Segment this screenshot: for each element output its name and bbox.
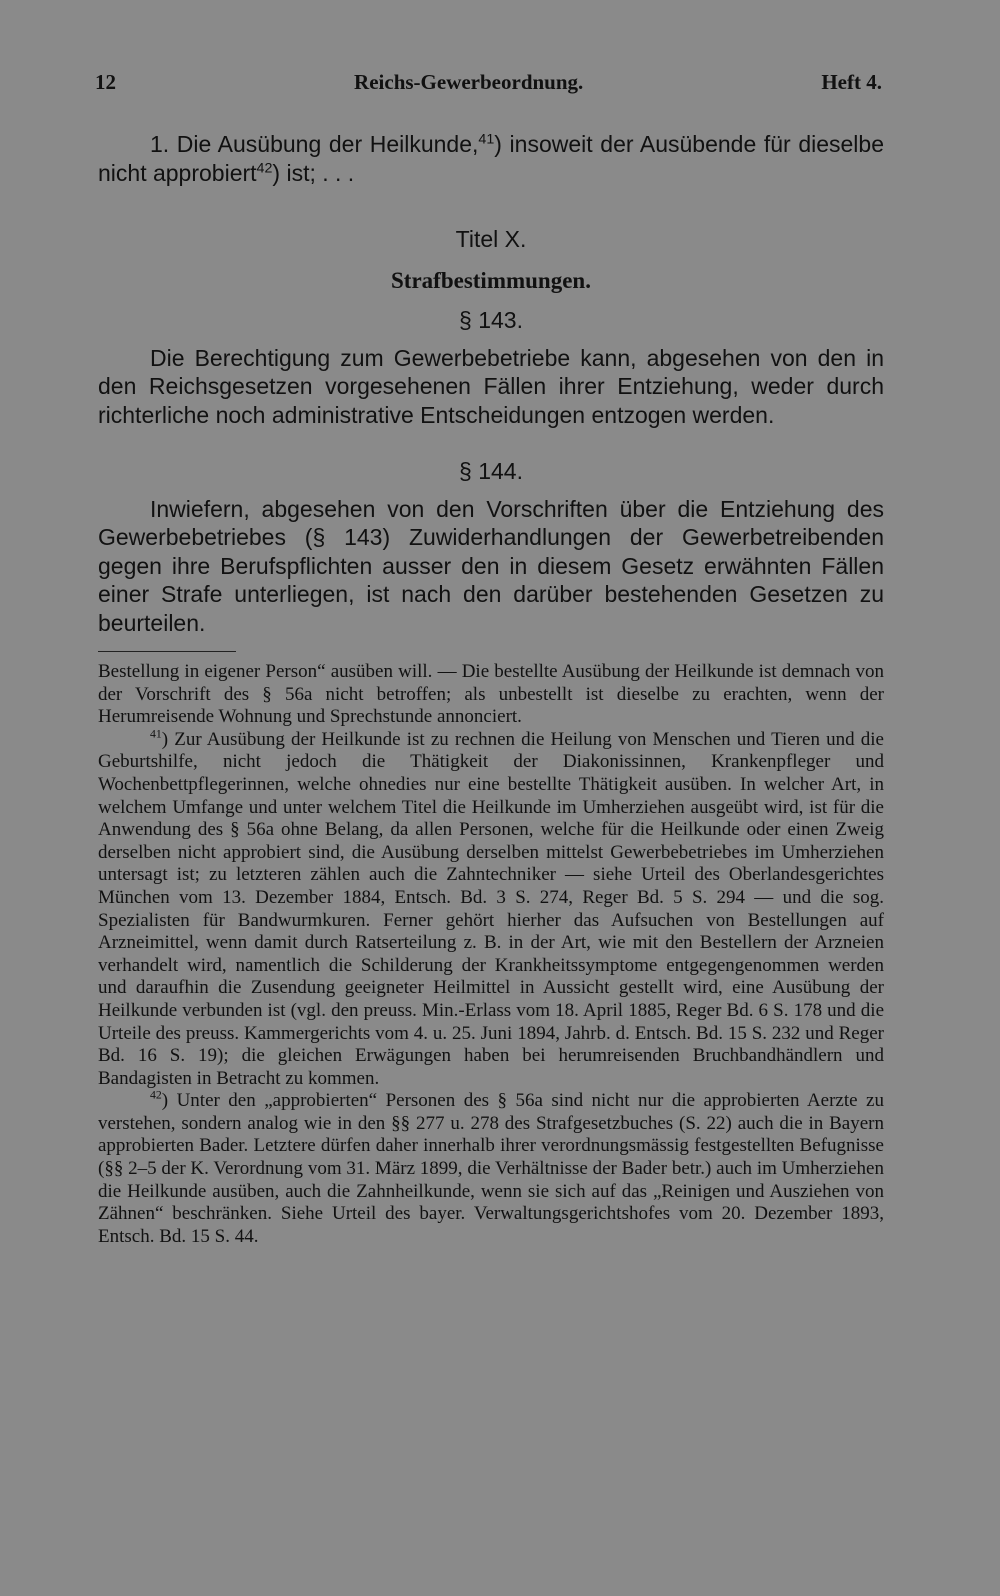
footnote-number: 42 (150, 1088, 162, 1102)
footnote-divider (98, 651, 236, 652)
footnote-ref-42: 42 (256, 159, 273, 176)
section-text-143: Die Berechtigung zum Gewerbebetriebe kann, abgesehen von den in den Reichsgesetzen vorgesehenen Fällen ihrer Entziehung, weder durch richterliche noch administrative Entscheidungen entzogen werden. (98, 344, 884, 428)
section-sign-144: § 144. (459, 458, 523, 484)
footnote-number: 41 (150, 727, 162, 741)
issue-label: Heft 4. (821, 70, 882, 94)
footnote-text: ) Unter den „approbierten“ Personen des § 56a sind nicht nur die approbierten Aerzte zu verstehen, sondern analog wie in den §§ 277 u. 278 des Strafgesetzbuches (S. 22) auch die in Bayern approbierten Bader. Letztere dürfen daher innerhalb ihrer verordnungsmässig festgestellten Befugnisse (§§ 2–5 der K. Verordnung vom 31. März 1899, die Verhältnisse der Bader betr.) auch im Umherziehen die Heilkunde ausüben, auch die Zahnheilkunde, wenn sie sich auf das „Reinigen und Ausziehen von Zähnen“ beschränken. Siehe Urteil des bayer. Verwaltungsgerichtshofes vom 20. Dezember 1893, Entsch. Bd. 15 S. 44. (98, 1090, 884, 1247)
running-title: Reichs-Gewerbeordnung. (354, 70, 584, 94)
intro-text-part: ) insoweit der Ausübende für dieselbe nicht approbiert (98, 131, 885, 186)
title-heading: Strafbestimmungen. (391, 267, 591, 293)
running-header (95, 70, 882, 100)
page-number: 12 (95, 70, 116, 94)
footnote-42 (98, 1090, 884, 1248)
footnotes (98, 661, 884, 1248)
section-sign-143: § 143. (459, 307, 523, 333)
footnote-continuation: Bestellung in eigener Person“ ausüben will. — Die bestellte Ausübung der Heilkunde ist demnach von der Vorschrift des § 56a nicht betroffen; als unbestellt ist dieselbe zu erachten, wenn der Herumreisende Wohnung und Sprechstunde annonciert. (98, 661, 884, 728)
intro-paragraph (98, 130, 884, 187)
footnote-ref-41: 41 (478, 131, 495, 148)
footnote-41 (98, 729, 884, 1091)
footnote-text: ) Zur Ausübung der Heilkunde ist zu rechnen die Heilung von Menschen und Tieren und die Geburtshilfe, nicht jedoch die Thätigkeit der Diakonissinnen, Krankenpfleger und Wochenbettpflegerinnen, welche ohnedies nur eine bestellte Thätigkeit ausüben. In welcher Art, in welchem Umfange und unter welchem Titel die Heilkunde im Umherziehen ausgeübt wird, ist für die Anwendung des § 56a ohne Belang, da allen Personen, welche für die Heilkunde oder einen Zweig derselben nicht approbiert sind, die Ausübung derselben mittelst Gewerbebetriebes im Umherziehen untersagt ist; zu letzteren zählen auch die Zahntechniker — siehe Urteil des Oberlandesgerichtes München vom 13. Dezember 1884, Entsch. Bd. 3 S. 274, Reger Bd. 5 S. 294 — und die sog. Spezialisten für Bandwurmkuren. Ferner gehört hierher das Aufsuchen von Bestellungen auf Arzneimittel, wenn damit durch Ratserteilung z. B. in der Art, wie mit den Bestellern der Arzneien verhandelt wird, namentlich die Schilderung der Krankheitssymptome entgegengenommen werden und daraufhin die Zusendung geeigneter Heilmittel in Aussicht gestellt wird, eine Ausübung der Heilkunde verbunden ist (vgl. den preuss. Min.-Erlass vom 18. April 1885, Reger Bd. 6 S. 178 und die Urteile des preuss. Kammergerichts vom 4. u. 25. Juni 1894, Jahrb. d. Entsch. Bd. 15 S. 232 und Reger Bd. 16 S. 19); die gleichen Erwägungen haben bei herumreisenden Bruchbandhändlern und Bandagisten in Betracht zu kommen. (98, 728, 884, 1089)
title-number: Titel X. (455, 226, 527, 252)
intro-text-part: ) ist; . . . (272, 159, 355, 186)
intro-text-part: 1. Die Ausübung der Heilkunde, (150, 131, 479, 157)
section-text-144: Inwiefern, abgesehen von den Vorschriften über die Entziehung des Gewerbebetriebes (§ 143) Zuwiderhandlungen der Gewerbetreibenden gegen ihre Berufspflichten ausser den in diesem Gesetz erwähnten Fällen einer Strafe unterliegen, ist nach den darüber bestehenden Gesetzen zu beurteilen. (98, 495, 884, 636)
main-text (98, 130, 884, 1248)
